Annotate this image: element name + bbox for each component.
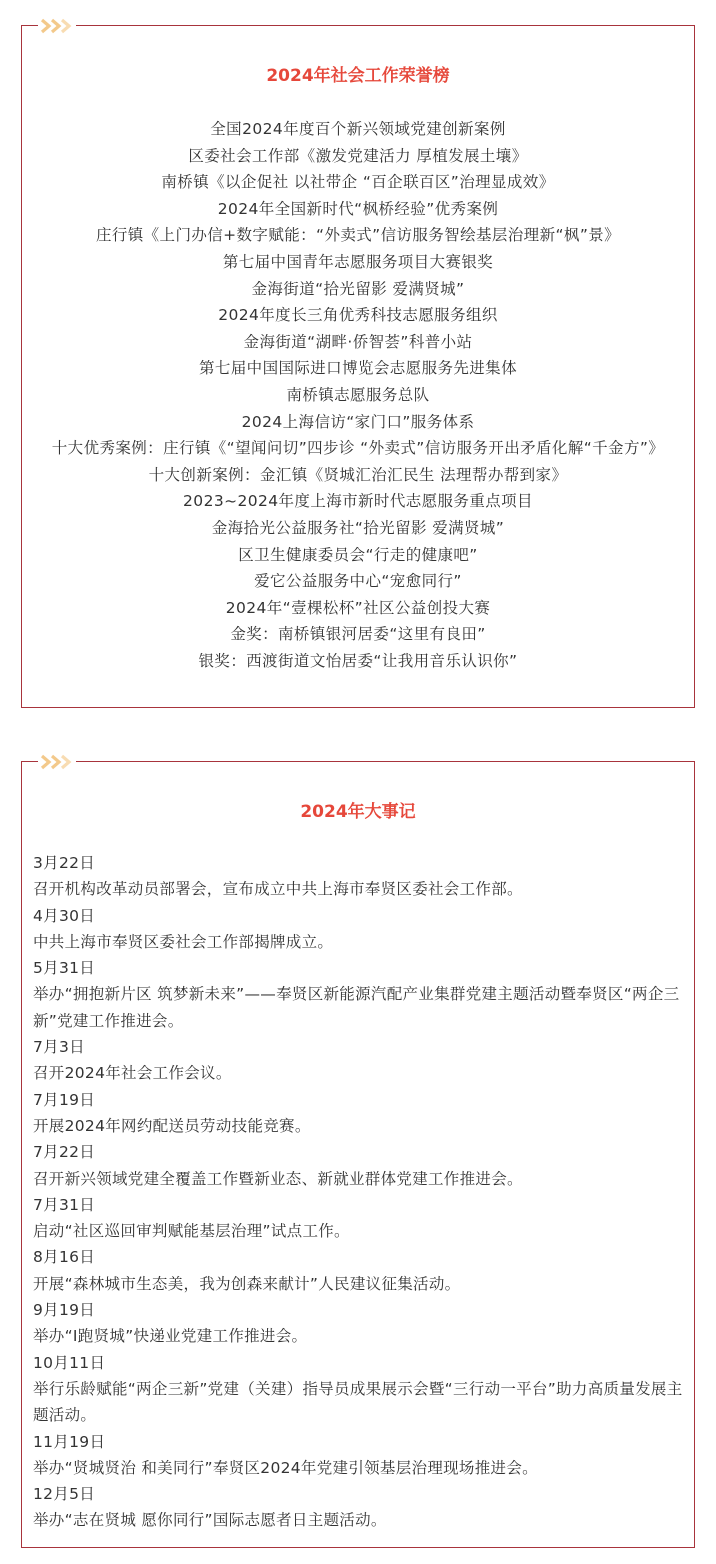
event-entry — [33, 1034, 686, 1087]
honor-item: 金海街道“拾光留影 爱满贤城” — [251, 279, 465, 298]
honor-item: 第七届中国青年志愿服务项目大赛银奖 — [222, 252, 494, 271]
event-entry — [33, 1244, 686, 1297]
events-card — [21, 761, 695, 1548]
events-title: 2024年大事记 — [300, 802, 416, 822]
event-date: 7月19日 — [33, 1090, 96, 1109]
honor-item: 2024上海信访“家门口”服务体系 — [241, 412, 475, 431]
honor-item: 2024年“壹棵松杯”社区公益创投大赛 — [225, 598, 491, 617]
event-description: 中共上海市奉贤区委社会工作部揭牌成立。 — [33, 932, 334, 951]
event-description: 举办“贤城贤治 和美同行”奉贤区2024年党建引领基层治理现场推进会。 — [33, 1458, 538, 1477]
events-list — [33, 850, 686, 1534]
event-date: 7月31日 — [33, 1195, 96, 1214]
event-date: 5月31日 — [33, 959, 96, 978]
event-description: 举办“拥抱新片区 筑梦新未来”——奉贤区新能源汽配产业集群党建主题活动暨奉贤区“两企三新”党建工作推进会。 — [33, 985, 680, 1030]
honor-item: 区卫生健康委员会“行走的健康吧” — [238, 545, 478, 564]
honor-item: 庄行镇《上门办信+数字赋能：“外卖式”信访服务智绘基层治理新“枫”景》 — [95, 226, 621, 245]
honor-item: 南桥镇《以企促社 以社带企 “百企联百区”治理显成效》 — [161, 173, 555, 192]
event-description: 启动“社区巡回审判赋能基层治理”试点工作。 — [33, 1222, 350, 1241]
event-date: 12月5日 — [33, 1485, 96, 1504]
honors-title: 2024年社会工作荣誉榜 — [266, 66, 450, 86]
event-entry — [33, 1481, 686, 1534]
honors-list — [22, 116, 694, 674]
event-description: 召开机构改革动员部署会，宣布成立中共上海市奉贤区委社会工作部。 — [33, 880, 523, 899]
event-description: 举办“志在贤城 愿你同行”国际志愿者日主题活动。 — [33, 1511, 387, 1530]
event-entry — [33, 1192, 686, 1245]
honors-card — [21, 25, 695, 708]
event-date: 7月22日 — [33, 1143, 96, 1162]
double-chevron-icon — [38, 753, 76, 771]
honor-item: 十大创新案例：金汇镇《贤城汇治汇民生 法理帮办帮到家》 — [148, 465, 568, 484]
event-date: 9月19日 — [33, 1301, 96, 1320]
event-entry — [33, 850, 686, 903]
event-description: 召开2024年社会工作会议。 — [33, 1064, 232, 1083]
event-entry — [33, 1350, 686, 1429]
event-entry — [33, 955, 686, 1034]
honor-item: 2024年全国新时代“枫桥经验”优秀案例 — [217, 199, 499, 218]
event-entry — [33, 1429, 686, 1482]
honor-item: 南桥镇志愿服务总队 — [286, 385, 430, 404]
event-entry — [33, 1087, 686, 1140]
event-entry — [33, 903, 686, 956]
honor-item: 金海拾光公益服务社“拾光留影 爱满贤城” — [211, 518, 505, 537]
event-date: 4月30日 — [33, 906, 96, 925]
honor-item: 2024年度长三角优秀科技志愿服务组织 — [218, 306, 498, 325]
honor-item: 第七届中国国际进口博览会志愿服务先进集体 — [198, 359, 517, 378]
event-description: 召开新兴领域党建全覆盖工作暨新业态、新就业群体党建工作推进会。 — [33, 1169, 523, 1188]
event-entry — [33, 1139, 686, 1192]
double-chevron-icon — [38, 17, 76, 35]
honor-item: 金海街道“湖畔·侨智荟”科普小站 — [243, 332, 473, 351]
event-date: 11月19日 — [33, 1432, 106, 1451]
honor-item: 区委社会工作部《激发党建活力 厚植发展土壤》 — [188, 146, 528, 165]
event-date: 7月3日 — [33, 1038, 85, 1057]
event-description: 举办“I跑贤城”快递业党建工作推进会。 — [33, 1327, 308, 1346]
event-description: 开展2024年网约配送员劳动技能竞赛。 — [33, 1116, 311, 1135]
honor-item: 爱它公益服务中心“宠愈同行” — [254, 572, 462, 591]
event-date: 10月11日 — [33, 1353, 106, 1372]
honor-item: 银奖：西渡街道文怡居委“让我用音乐认识你” — [198, 651, 518, 670]
event-date: 3月22日 — [33, 854, 96, 872]
honor-item: 2023~2024年度上海市新时代志愿服务重点项目 — [183, 492, 533, 511]
event-description: 开展“森林城市生态美，我为创森来献计”人民建议征集活动。 — [33, 1274, 461, 1293]
honor-item: 金奖：南桥镇银河居委“这里有良田” — [230, 625, 486, 644]
honor-item: 十大优秀案例：庄行镇《“望闻问切”四步诊 “外卖式”信访服务开出矛盾化解“千金方”》 — [51, 439, 665, 458]
honor-item: 全国2024年度百个新兴领域党建创新案例 — [210, 120, 506, 138]
event-entry — [33, 1297, 686, 1350]
event-date: 8月16日 — [33, 1248, 96, 1267]
event-description: 举行乐龄赋能“两企三新”党建（关建）指导员成果展示会暨“三行动一平台”助力高质量发展主题活动。 — [33, 1379, 683, 1425]
